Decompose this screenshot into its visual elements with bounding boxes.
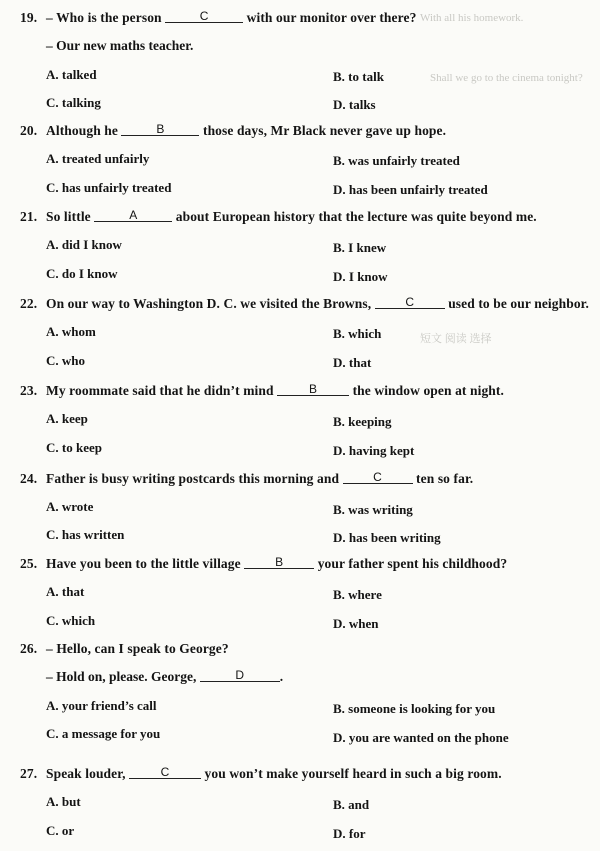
answer-blank[interactable]: A — [94, 209, 172, 222]
question-stem-end: the window open at night. — [352, 383, 504, 398]
option-c[interactable]: C. talking — [46, 95, 101, 110]
option-d[interactable]: D. having kept — [333, 443, 415, 458]
option-d[interactable]: D. I know — [333, 269, 388, 284]
question-stem: Have you been to the little village — [46, 556, 241, 571]
option-c[interactable]: C. do I know — [46, 266, 118, 281]
option-b[interactable]: B. I knew — [333, 240, 387, 255]
bleed-through-text: 短文 阅读 选择 — [420, 333, 492, 345]
option-c[interactable]: C. a message for you — [46, 726, 161, 741]
option-d[interactable]: D. for — [333, 826, 366, 841]
option-b[interactable]: B. was unfairly treated — [333, 153, 460, 168]
option-c[interactable]: C. or — [46, 823, 75, 838]
option-b[interactable]: B. to talk — [333, 69, 384, 84]
answer-blank[interactable]: D — [200, 669, 280, 682]
option-a[interactable]: A. but — [46, 794, 81, 809]
question-number: 19. — [20, 10, 38, 25]
option-b[interactable]: B. keeping — [333, 414, 392, 429]
option-d[interactable]: D. you are wanted on the phone — [333, 730, 509, 745]
option-a[interactable]: A. whom — [46, 324, 96, 339]
question-stem: Although he — [46, 123, 118, 138]
option-c[interactable]: C. has unfairly treated — [46, 180, 172, 195]
option-c[interactable]: C. which — [46, 613, 96, 628]
question-stem: – Hello, can I speak to George? — [46, 641, 229, 656]
question-number: 25. — [20, 556, 38, 571]
option-b[interactable]: B. which — [333, 326, 382, 341]
dialogue-reply — [46, 669, 283, 685]
question-stem: So little — [46, 209, 91, 224]
question-stem: On our way to Washington D. C. we visited the Browns, — [46, 296, 372, 311]
question-number: 20. — [20, 123, 38, 138]
option-a[interactable]: A. your friend’s call — [46, 698, 157, 713]
question-stem-end: you won’t make yourself heard in such a big room. — [204, 766, 502, 781]
question-stem-end: your father spent his childhood? — [317, 556, 508, 571]
answer-blank[interactable]: B — [121, 123, 199, 136]
question-stem: Father is busy writing postcards this morning and — [46, 471, 340, 486]
option-c[interactable]: C. to keep — [46, 440, 102, 455]
option-d[interactable]: D. talks — [333, 97, 376, 112]
option-c[interactable]: C. who — [46, 353, 86, 368]
option-d[interactable]: D. that — [333, 355, 372, 370]
question-stem-end: those days, Mr Black never gave up hope. — [202, 123, 447, 138]
answer-blank[interactable]: B — [277, 383, 349, 396]
option-a[interactable]: A. talked — [46, 67, 97, 82]
option-a[interactable]: A. treated unfairly — [46, 151, 150, 166]
question-number: 27. — [20, 766, 38, 781]
option-a[interactable]: A. wrote — [46, 499, 94, 514]
bleed-through-text: Shall we go to the cinema tonight? — [430, 72, 583, 84]
option-d[interactable]: D. when — [333, 616, 379, 631]
answer-blank[interactable]: C — [165, 10, 243, 23]
option-c[interactable]: C. has written — [46, 527, 125, 542]
answer-blank[interactable]: C — [343, 471, 413, 484]
bleed-through-text: With all his homework. — [420, 12, 524, 24]
question-stem-end: with our monitor over there? — [246, 10, 417, 25]
question-stem-end: used to be our neighbor. — [448, 296, 590, 311]
option-b[interactable]: B. someone is looking for you — [333, 701, 496, 716]
option-b[interactable]: B. and — [333, 797, 370, 812]
dialogue-reply: – Our new maths teacher. — [46, 38, 194, 53]
question-stem: Speak louder, — [46, 766, 126, 781]
answer-blank[interactable]: C — [129, 766, 201, 779]
option-a[interactable]: A. that — [46, 584, 85, 599]
answer-blank[interactable]: C — [375, 296, 445, 309]
dialogue-reply-text: – Hold on, please. George, — [46, 669, 197, 684]
question-stem: – Who is the person — [46, 10, 162, 25]
question-stem-end: about European history that the lecture was quite beyond me. — [175, 209, 537, 224]
question-number: 21. — [20, 209, 38, 224]
answer-blank[interactable]: B — [244, 556, 314, 569]
option-b[interactable]: B. where — [333, 587, 382, 602]
question-number: 23. — [20, 383, 38, 398]
dialogue-reply-end: . — [279, 669, 284, 684]
option-b[interactable]: B. was writing — [333, 502, 413, 517]
question-number: 26. — [20, 641, 38, 656]
option-d[interactable]: D. has been writing — [333, 530, 441, 545]
option-a[interactable]: A. did I know — [46, 237, 122, 252]
option-d[interactable]: D. has been unfairly treated — [333, 182, 488, 197]
question-number: 22. — [20, 296, 38, 311]
question-stem-end: ten so far. — [416, 471, 474, 486]
question-stem: My roommate said that he didn’t mind — [46, 383, 274, 398]
question-number: 24. — [20, 471, 38, 486]
option-a[interactable]: A. keep — [46, 411, 88, 426]
